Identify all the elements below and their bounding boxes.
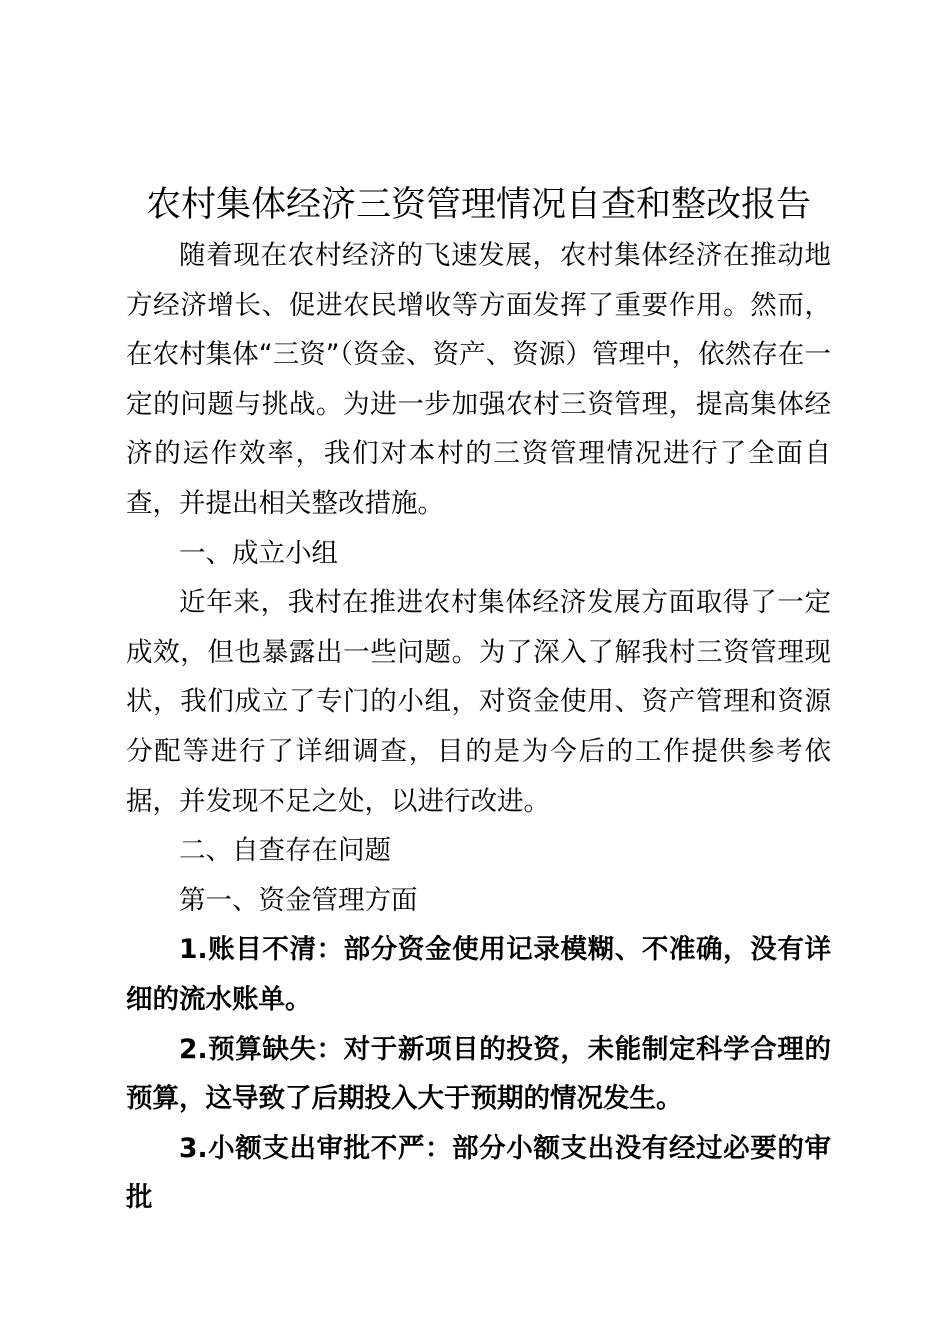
section-heading-1: 一、成立小组 [179,537,338,569]
issue-item-3: 3.小额支出审批不严：部分小额支出没有经过必要的审批 [126,1132,831,1214]
section-heading-2: 二、自查存在问题 [179,835,391,867]
document-body [126,231,831,1223]
intro-paragraph: 随着现在农村经济的飞速发展，农村集体经济在推动地方经济增长、促进农民增收等方面发挥了重要作用。然而，在农村集体“三资”（资金、资产、资源）管理中，依然存在一定的问题与挑战。为进一步加强农村三资管理，提高集体经济的运作效率，我们对本村的三资管理情况进行了全面自查，并提出相关整改措施。 [126,240,831,519]
issue-item-2: 2.预算缺失：对于新项目的投资，未能制定科学合理的预算，这导致了后期投入大于预期的情况发生。 [126,1033,831,1115]
section-1-paragraph: 近年来，我村在推进农村集体经济发展方面取得了一定成效，但也暴露出一些问题。为了深入了解我村三资管理现状，我们成立了专门的小组，对资金使用、资产管理和资源分配等进行了详细调查，目的是为今后的工作提供参考依据，并发现不足之处，以进行改进。 [126,587,831,817]
document-title: 农村集体经济三资管理情况自查和整改报告 [145,185,811,225]
issue-item-1: 1.账目不清：部分资金使用记录模糊、不准确，没有详细的流水账单。 [126,934,831,1015]
subsection-heading-funds: 第一、资金管理方面 [179,884,418,916]
